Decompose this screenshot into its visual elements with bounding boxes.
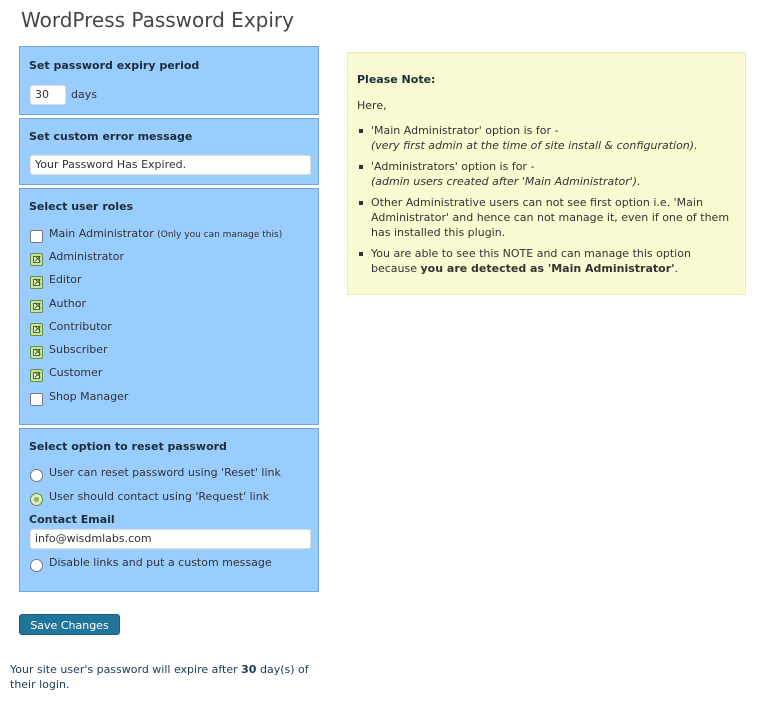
note-item4-suffix: . [674, 262, 678, 275]
note-item4-prefix: You are able to see this NOTE and can manage this option because [371, 247, 691, 275]
expiry-period-panel [19, 46, 319, 115]
note-item1-main: 'Main Administrator' option is for - [371, 124, 559, 137]
note-intro: Here, [357, 99, 387, 112]
save-changes-button[interactable]: Save Changes [19, 614, 120, 635]
main-admin-label-text: Main Administrator [49, 227, 154, 240]
contact-email-input[interactable]: info@wisdmlabs.com [30, 529, 311, 549]
expiry-summary-suffix: day(s) of their login. [10, 663, 309, 691]
error-message-input[interactable]: Your Password Has Expired. [30, 155, 311, 175]
reset-link-label: User can reset password using 'Reset' link [49, 466, 281, 479]
user-roles-heading: Select user roles [29, 200, 134, 213]
expiry-days-input[interactable]: 30 [30, 85, 66, 105]
note-item2-main: 'Administrators' option is for - [371, 160, 535, 173]
note-item2-detail: (admin users created after 'Main Administrator'). [371, 175, 641, 188]
role-checkbox-contributor[interactable] [30, 323, 43, 336]
disable-links-radio[interactable] [30, 559, 43, 572]
reset-option-heading: Select option to reset password [29, 440, 227, 453]
note-item-detected [357, 246, 732, 276]
disable-links-label: Disable links and put a custom message [49, 556, 272, 569]
page-title: WordPress Password Expiry [21, 8, 294, 32]
error-message-panel [19, 118, 319, 185]
role-checkbox-customer[interactable] [30, 369, 43, 382]
role-label-contributor: Contributor [49, 320, 112, 333]
role-checkbox-editor[interactable] [30, 276, 43, 289]
role-label-administrator: Administrator [49, 250, 124, 263]
role-label-customer: Customer [49, 366, 103, 379]
note-item4-bold: you are detected as 'Main Administrator' [420, 262, 675, 275]
expiry-days-unit: days [71, 88, 97, 101]
role-checkbox-shop-manager[interactable] [30, 393, 43, 406]
expiry-summary-days: 30 [241, 663, 257, 676]
role-checkbox-administrator[interactable] [30, 253, 43, 266]
note-list [357, 123, 732, 282]
main-admin-note: (Only you can manage this) [157, 230, 283, 240]
role-checkbox-author[interactable] [30, 300, 43, 313]
note-item1-detail: (very first admin at the time of site install & configuration). [371, 139, 698, 152]
expiry-summary-text [10, 662, 330, 692]
error-message-heading: Set custom error message [29, 130, 193, 143]
note-item-main-admin [357, 123, 732, 153]
note-title: Please Note: [357, 73, 436, 86]
request-link-label: User should contact using 'Request' link [49, 490, 270, 503]
request-link-radio[interactable] [30, 493, 43, 506]
expiry-period-heading: Set password expiry period [29, 59, 200, 72]
user-roles-panel [19, 188, 319, 425]
reset-option-panel [19, 428, 319, 592]
role-label-editor: Editor [49, 273, 82, 286]
main-admin-checkbox[interactable] [30, 230, 43, 243]
role-label-subscriber: Subscriber [49, 343, 108, 356]
main-admin-label [49, 227, 282, 240]
reset-link-radio[interactable] [30, 469, 43, 482]
note-item-other-admins: Other Administrative users can not see first option i.e. 'Main Administrator' and hence can not manage it, even if one of them has installed this plugin. [357, 195, 732, 240]
note-box [347, 52, 746, 295]
role-label-shop-manager: Shop Manager [49, 390, 129, 403]
expiry-summary-prefix: Your site user's password will expire after [10, 663, 242, 676]
contact-email-label: Contact Email [29, 513, 115, 526]
note-item-administrators [357, 159, 732, 189]
role-checkbox-subscriber[interactable] [30, 346, 43, 359]
role-label-author: Author [49, 297, 87, 310]
